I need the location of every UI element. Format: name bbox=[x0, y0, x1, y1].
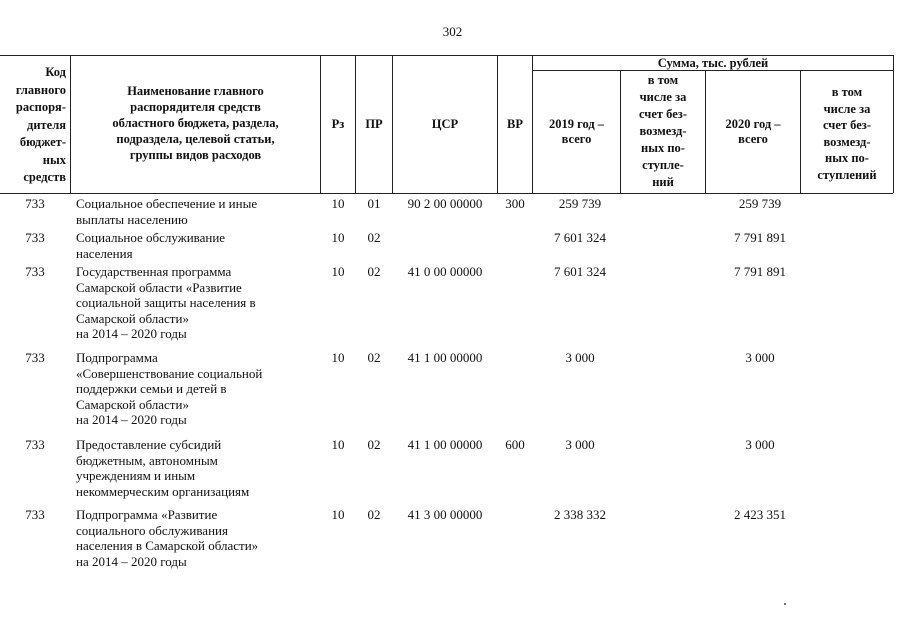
row-code: 733 bbox=[25, 196, 45, 211]
row-code: 733 bbox=[25, 264, 45, 279]
scan-speck bbox=[784, 603, 786, 605]
row-csr: 41 3 00 00000 bbox=[407, 507, 483, 522]
row-2020-total: 7 791 891 bbox=[734, 230, 786, 245]
row-name: Социальное обслуживание населения bbox=[76, 230, 226, 261]
row-code: 733 bbox=[25, 230, 45, 245]
row-2020-total: 3 000 bbox=[745, 437, 775, 452]
header-2019-free: в том числе за счет без- возмезд- ных по- ступле- ний bbox=[639, 73, 687, 189]
row-2019-total: 2 338 332 bbox=[554, 507, 606, 522]
row-2020-total: 3 000 bbox=[745, 350, 775, 365]
row-2019-total: 3 000 bbox=[565, 437, 595, 452]
header-csr: ЦСР bbox=[431, 117, 459, 131]
row-name: Предоставление субсидий бюджетным, автономным учреждениям и иным некоммерческим организациям bbox=[76, 437, 250, 499]
row-pr: 02 bbox=[367, 507, 381, 522]
page-number: 302 bbox=[442, 24, 463, 39]
row-code: 733 bbox=[25, 507, 45, 522]
header-sum: Сумма, тыс. рублей bbox=[657, 56, 769, 70]
row-code: 733 bbox=[25, 437, 45, 452]
table-right-border bbox=[893, 55, 894, 193]
row-csr: 41 1 00 00000 bbox=[407, 437, 483, 452]
row-rz: 10 bbox=[331, 264, 345, 279]
row-2019-total: 3 000 bbox=[565, 350, 595, 365]
row-csr: 41 0 00 00000 bbox=[407, 264, 483, 279]
row-pr: 01 bbox=[367, 196, 381, 211]
row-2020-total: 259 739 bbox=[738, 196, 782, 211]
row-2019-total: 7 601 324 bbox=[554, 230, 606, 245]
row-rz: 10 bbox=[331, 196, 345, 211]
row-rz: 10 bbox=[331, 437, 345, 452]
row-pr: 02 bbox=[367, 350, 381, 365]
row-2020-total: 2 423 351 bbox=[734, 507, 786, 522]
row-code: 733 bbox=[25, 350, 45, 365]
row-pr: 02 bbox=[367, 437, 381, 452]
row-name: Подпрограмма «Развитие социального обслуживания населения в Самарской области» на 2014 – 2020 годы bbox=[76, 507, 259, 569]
row-vr: 600 bbox=[505, 437, 525, 452]
row-pr: 02 bbox=[367, 230, 381, 245]
header-2020-free: в том числе за счет без- возмезд- ных по- ступлений bbox=[817, 85, 877, 182]
header-bottom-border bbox=[0, 193, 893, 194]
row-2020-total: 7 791 891 bbox=[734, 264, 786, 279]
row-csr: 41 1 00 00000 bbox=[407, 350, 483, 365]
header-code: Код главного распоря- дителя бюджет- ных средств bbox=[15, 65, 66, 184]
header-2019-total: 2019 год – всего bbox=[548, 117, 605, 146]
header-name: Наименование главного распорядителя средств областного бюджета, раздела, подраздела, целевой статьи, группы видов расходов bbox=[112, 84, 279, 162]
header-vr: ВР bbox=[507, 117, 523, 131]
row-name: Социальное обеспечение и иные выплаты населению bbox=[76, 196, 258, 227]
header-2020-total: 2020 год – всего bbox=[725, 117, 781, 146]
row-csr: 90 2 00 00000 bbox=[407, 196, 483, 211]
row-2019-total: 7 601 324 bbox=[554, 264, 606, 279]
header-pr: ПР bbox=[365, 117, 383, 131]
row-name: Государственная программа Самарской области «Развитие социальной защиты населения в Самарской области» на 2014 – 2020 годы bbox=[76, 264, 256, 341]
row-pr: 02 bbox=[367, 264, 381, 279]
row-rz: 10 bbox=[331, 230, 345, 245]
row-vr: 300 bbox=[505, 196, 525, 211]
row-2019-total: 259 739 bbox=[558, 196, 602, 211]
header-rz: Рз bbox=[331, 117, 345, 131]
row-rz: 10 bbox=[331, 350, 345, 365]
row-rz: 10 bbox=[331, 507, 345, 522]
row-name: Подпрограмма «Совершенствование социальной поддержки семьи и детей в Самарской области» на 2014 – 2020 годы bbox=[76, 350, 263, 427]
